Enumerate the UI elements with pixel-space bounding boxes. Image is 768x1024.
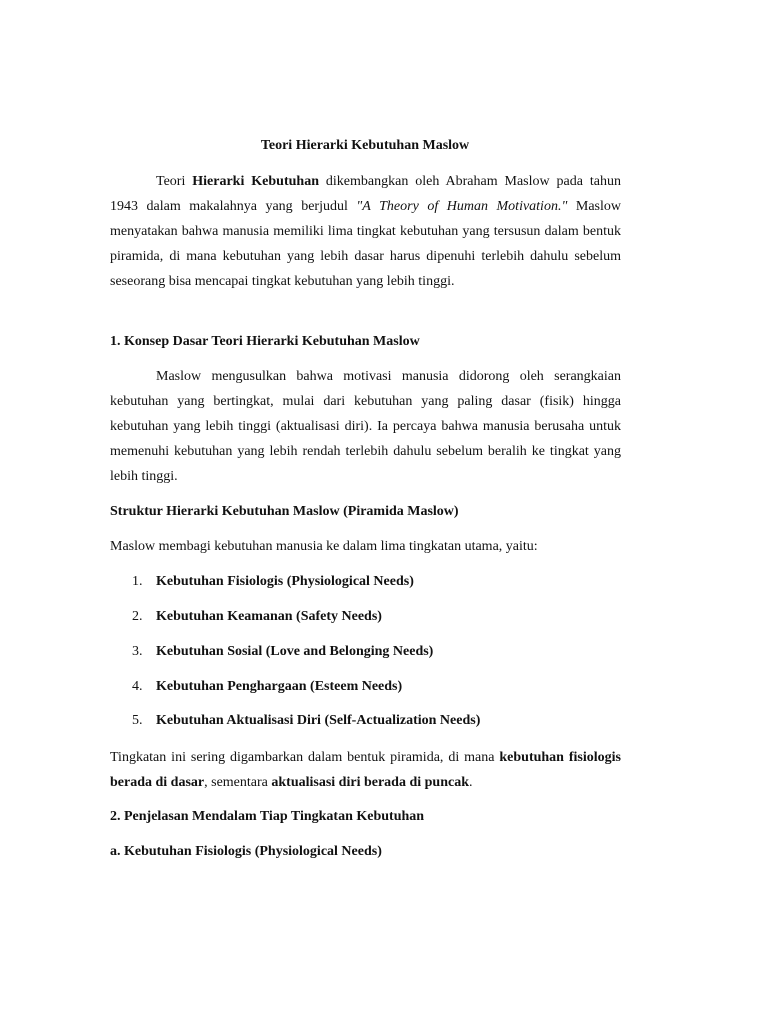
list-item [132, 711, 632, 731]
list-item [132, 642, 632, 662]
list-text: Kebutuhan Aktualisasi Diri (Self-Actualization Needs) [156, 713, 481, 728]
list-number: 5. [132, 713, 143, 728]
structure-intro: Maslow membagi kebutuhan manusia ke dalam lima tingkatan utama, yaitu: [110, 539, 538, 554]
section1-heading: 1. Konsep Dasar Teori Hierarki Kebutuhan Maslow [110, 334, 420, 349]
list-item [132, 572, 632, 592]
intro-text-1: Teori [156, 174, 193, 189]
pyramid-bold-base: kebutuhan fisiologis berada di dasar [110, 750, 622, 790]
list-item [132, 607, 632, 627]
list-item [132, 677, 632, 697]
list-text: Kebutuhan Penghargaan (Esteem Needs) [156, 679, 403, 694]
intro-paper-title: "A Theory of Human Motivation." [356, 199, 568, 214]
list-number: 1. [132, 574, 143, 589]
section2-heading: 2. Penjelasan Mendalam Tiap Tingkatan Kebutuhan [110, 809, 425, 824]
document-title: Teori Hierarki Kebutuhan Maslow [260, 138, 470, 153]
pyramid-paragraph [110, 745, 621, 795]
pyramid-text-3: . [469, 775, 473, 790]
list-text: Kebutuhan Fisiologis (Physiological Needs) [156, 574, 414, 589]
intro-text-3: Maslow menyatakan bahwa manusia memiliki lima tingkat kebutuhan yang tersusun dalam bentuk piramida, di mana kebutuhan yang lebih dasar harus dipenuhi terlebih dahulu sebelum seseorang bisa mencapai tingkat kebutuhan yang lebih tinggi. [110, 199, 621, 289]
intro-text-2: dikembangkan oleh Abraham Maslow pada tahun 1943 dalam makalahnya yang berjudul [110, 174, 621, 214]
list-number: 3. [132, 644, 143, 659]
structure-heading: Struktur Hierarki Kebutuhan Maslow (Piramida Maslow) [110, 504, 459, 519]
intro-paragraph [110, 169, 621, 294]
pyramid-text-1: Tingkatan ini sering digambarkan dalam bentuk piramida, di mana [110, 750, 500, 765]
list-text: Kebutuhan Keamanan (Safety Needs) [156, 609, 382, 624]
intro-bold-term: Hierarki Kebutuhan [192, 174, 319, 189]
list-number: 4. [132, 679, 143, 694]
list-text: Kebutuhan Sosial (Love and Belonging Needs) [156, 644, 434, 659]
section1-paragraph: Maslow mengusulkan bahwa motivasi manusia didorong oleh serangkaian kebutuhan yang bertingkat, mulai dari kebutuhan yang paling dasar (fisik) hingga kebutuhan yang lebih tinggi (aktualisasi diri). Ia percaya bahwa manusia berusaha untuk memenuhi kebutuhan yang lebih rendah terlebih dahulu sebelum beralih ke tingkat yang lebih tinggi. [110, 369, 621, 484]
list-number: 2. [132, 609, 143, 624]
pyramid-bold-peak: aktualisasi diri berada di puncak [271, 775, 469, 790]
subsection-a-heading: a. Kebutuhan Fisiologis (Physiological Needs) [110, 844, 382, 859]
pyramid-text-2: , sementara [204, 775, 272, 790]
